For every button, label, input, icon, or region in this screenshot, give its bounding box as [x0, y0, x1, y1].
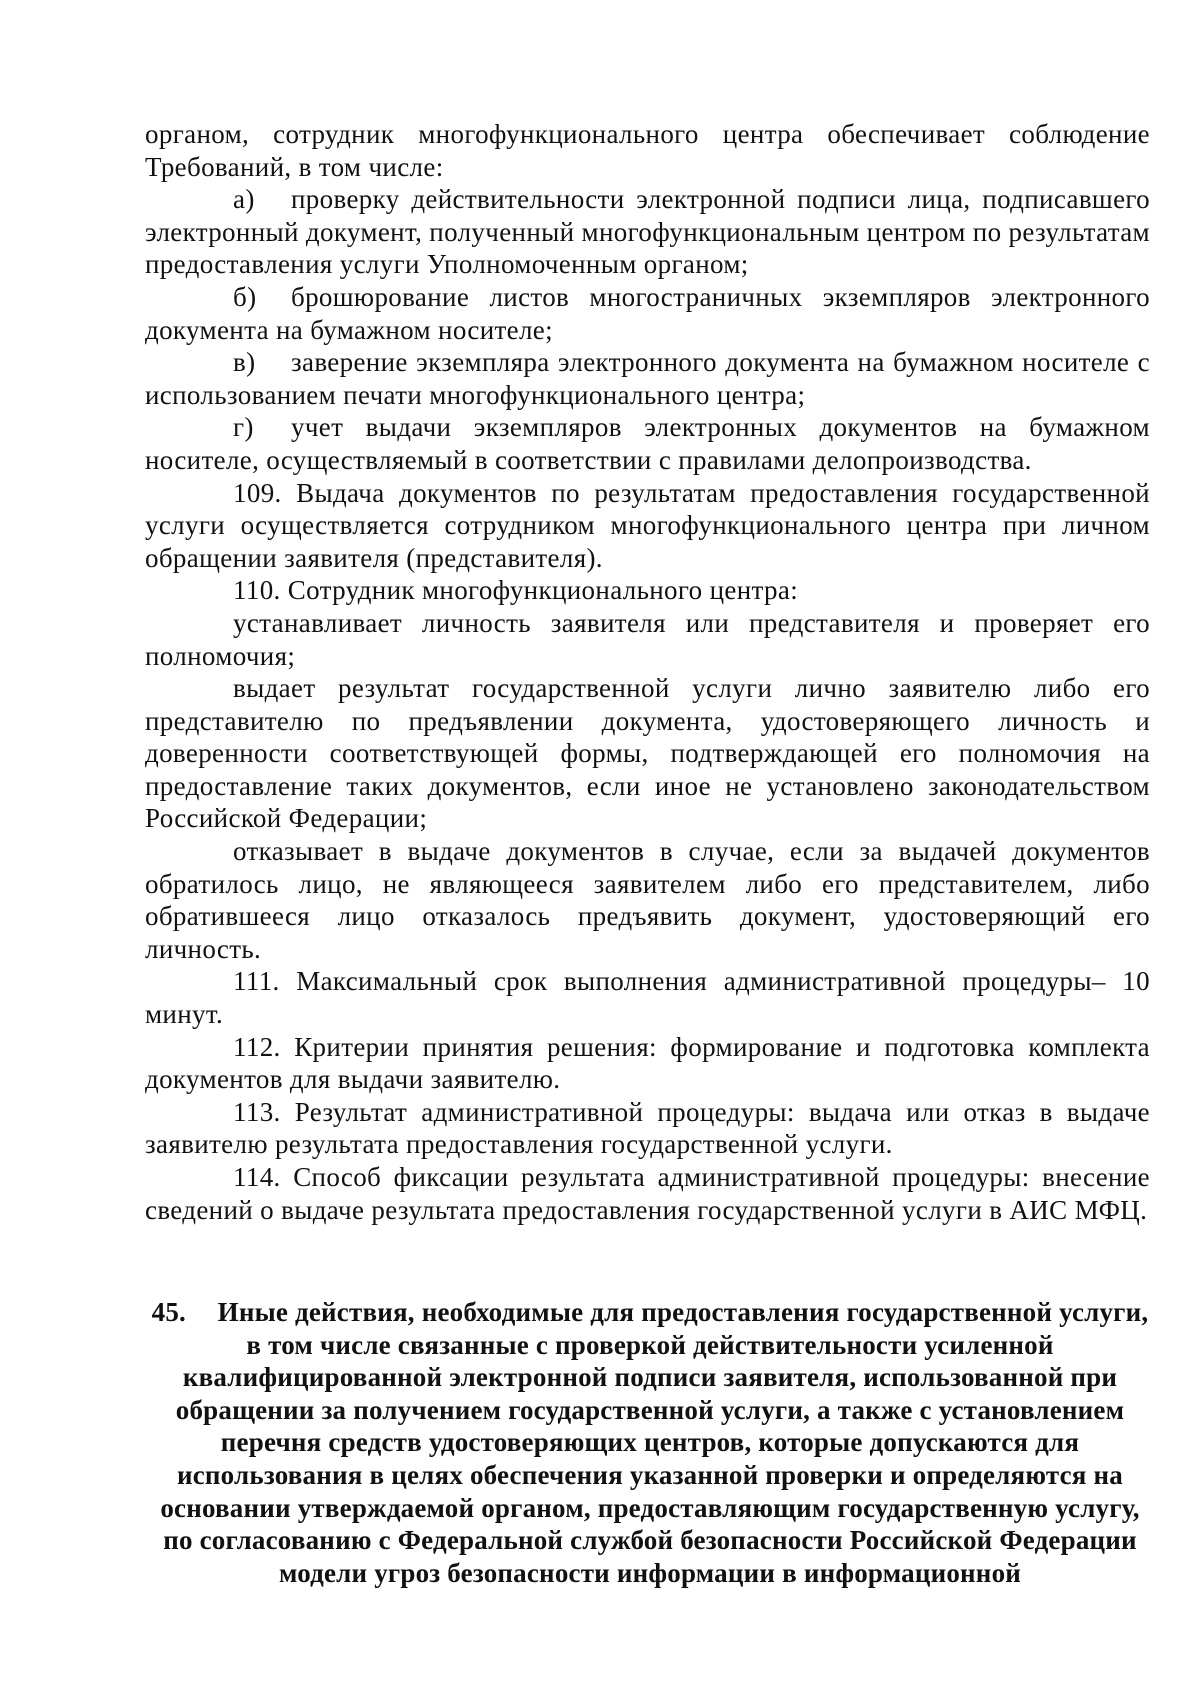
- list-item-a: [145, 183, 1150, 281]
- section-title: Иные действия, необходимые для предоставления государственной услуги, в том числе связанные с проверкой действительности усиленной квалифицированной электронной подписи заявителя, использованной при обращении за получением государственной услуги, а также с установлением перечня средств удостоверяющих центров, которые допускаются для использования в целях обеспечения указанной проверки и определяются на основании утверждаемой органом, предоставляющим государственную услугу, по согласованию с Федеральной службой безопасности Российской Федерации модели угроз безопасности информации в информационной: [160, 1297, 1149, 1588]
- list-item-text: учет выдачи экземпляров электронных документов на бумажном носителе, осуществляемый в соответствии с правилами делопроизводства.: [145, 412, 1150, 475]
- list-item-b: [145, 281, 1150, 346]
- paragraph-114: 114. Способ фиксации результата административной процедуры: внесение сведений о выдаче результата предоставления государственной услуги в АИС МФЦ.: [145, 1162, 1150, 1225]
- list-item-text: проверку действительности электронной подписи лица, подписавшего электронный документ, полученный многофункциональным центром по результатам предоставления услуги Уполномоченным органом;: [145, 184, 1150, 280]
- paragraph-110-identity: устанавливает личность заявителя или представителя и проверяет его полномочия;: [145, 607, 1150, 671]
- paragraph-113: 113. Результат административной процедуры: выдача или отказ в выдаче заявителю результата предоставления государственной услуги.: [145, 1096, 1150, 1160]
- list-marker: а): [233, 184, 255, 215]
- list-item-g: [145, 411, 1150, 476]
- list-item-text: заверение экземпляра электронного документа на бумажном носителе с использованием печати многофункционального центра;: [145, 347, 1150, 410]
- list-item-text: брошюрование листов многостраничных экземпляров электронного документа на бумажном носителе;: [145, 281, 1150, 345]
- list-marker: в): [233, 347, 256, 378]
- section-number: 45.: [151, 1297, 186, 1327]
- list-marker: г): [233, 412, 254, 443]
- paragraph-111: 111. Максимальный срок выполнения административной процедуры– 10 минут.: [145, 966, 1150, 1030]
- paragraph-109: 109. Выдача документов по результатам предоставления государственной услуги осуществляется сотрудником многофункционального центра при личном обращении заявителя (представителя).: [145, 477, 1150, 573]
- paragraph-110: 110. Сотрудник многофункционального центра:: [233, 575, 799, 606]
- paragraph-110-issue: выдает результат государственной услуги лично заявителю либо его представителю по предъявлении документа, удостоверяющего личность и доверенности соответствующей формы, подтверждающей его полномочия на предоставление таких документов, если иное не установлено законодательством Российской Федерации;: [145, 673, 1150, 834]
- body-text: [145, 118, 1150, 1226]
- continuation-paragraph: органом, сотрудник многофункционального центра обеспечивает соблюдение Требований, в том числе:: [145, 119, 1150, 182]
- paragraph-110-refuse: отказывает в выдаче документов в случае, если за выдачей документов обратилось лицо, не являющееся заявителем либо его представителем, либо обратившееся лицо отказалось предъявить документ, удостоверяющий его личность.: [145, 836, 1150, 964]
- section-heading: [150, 1296, 1150, 1589]
- list-item-v: [145, 346, 1150, 411]
- list-marker: б): [233, 281, 257, 312]
- paragraph-112: 112. Критерии принятия решения: формирование и подготовка комплекта документов для выдачи заявителю.: [145, 1031, 1150, 1095]
